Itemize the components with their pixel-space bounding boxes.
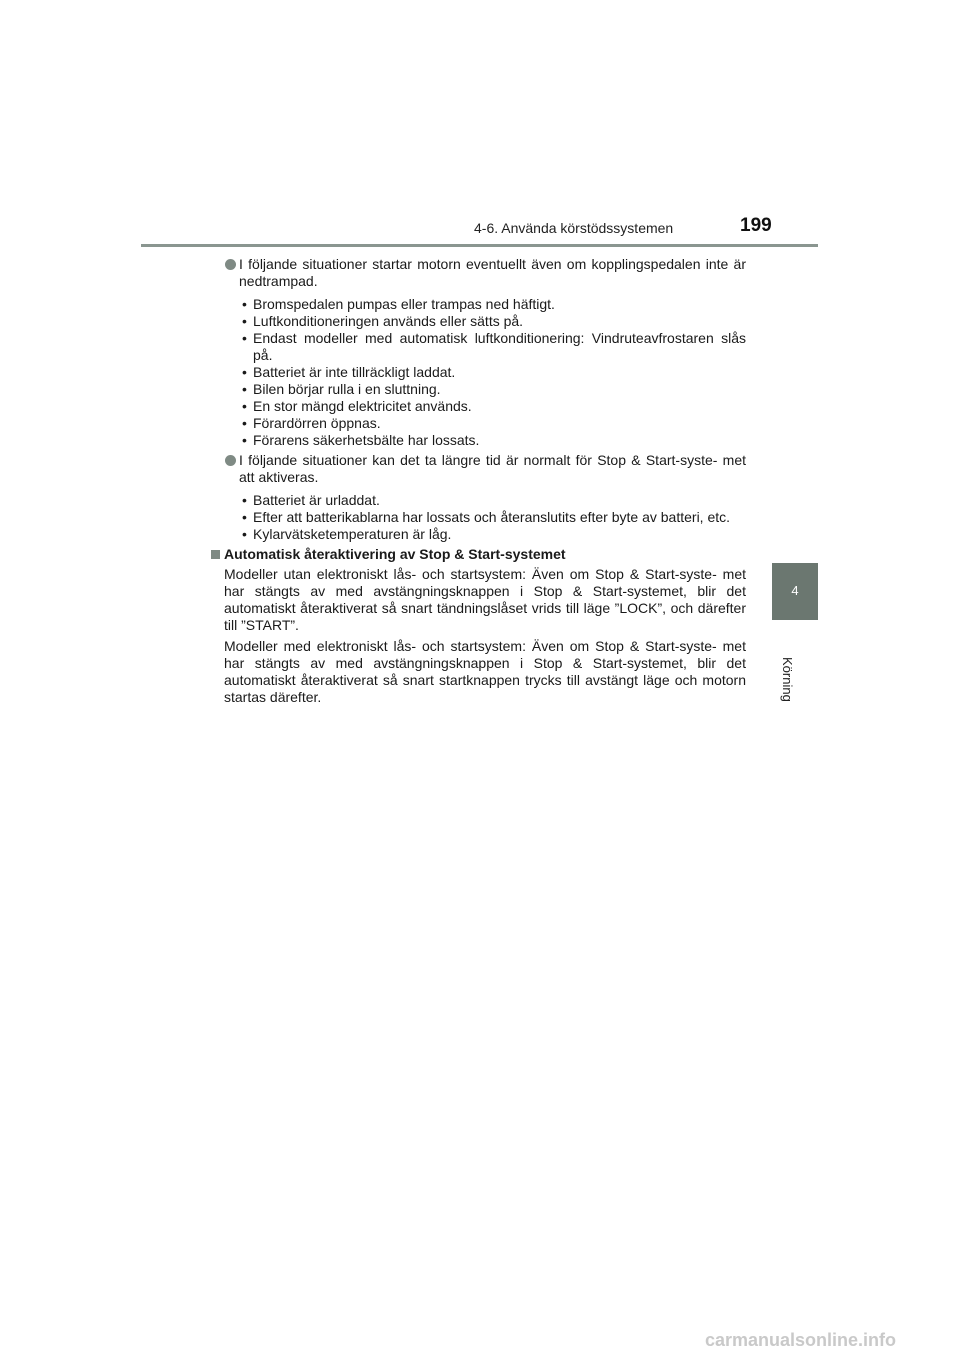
list-marker: •: [242, 509, 247, 525]
bullet-paragraph-2: [222, 452, 746, 486]
list-item: [239, 526, 746, 543]
list-item: [239, 492, 746, 509]
list-item: [239, 313, 746, 330]
watermark: carmanualsonline.info: [705, 1330, 897, 1350]
chapter-label: Körning: [780, 657, 795, 702]
bullet-paragraph-2-text: I följande situationer kan det ta längre tid är normalt för Stop & Start-syste- met att aktiveras.: [239, 452, 746, 485]
condition-list-2: [222, 492, 746, 543]
chapter-tab: [772, 563, 818, 620]
header-rule: [141, 244, 818, 247]
list-item-text: Kylarvätsketemperaturen är låg.: [253, 526, 452, 542]
list-marker: •: [242, 381, 247, 397]
list-item: [239, 415, 746, 432]
section-heading: [222, 546, 746, 563]
list-marker: •: [242, 432, 247, 448]
page-number: 199: [740, 215, 772, 236]
list-item-text: Batteriet är inte tillräckligt laddat.: [253, 364, 456, 380]
chapter-number: 4: [791, 583, 799, 598]
bullet-paragraph-1: [222, 256, 746, 290]
list-item-text: En stor mängd elektricitet används.: [253, 398, 472, 414]
list-marker: •: [242, 330, 247, 346]
list-item-text: Endast modeller med automatisk luftkonditionering: Vindruteavfrostaren slås på.: [253, 330, 746, 363]
list-marker: •: [242, 364, 247, 380]
list-marker: •: [242, 415, 247, 431]
list-item-text: Efter att batterikablarna har lossats och återanslutits efter byte av batteri, etc.: [253, 509, 731, 525]
list-item-text: Bilen börjar rulla i en sluttning.: [253, 381, 441, 397]
condition-list-1: [222, 296, 746, 449]
list-item-text: Förardörren öppnas.: [253, 415, 381, 431]
section-paragraph-2: Modeller med elektroniskt lås- och startsystem: Även om Stop & Start-syste- met har stängts av med avstängningsknappen i Stop & Start-systemet, blir det automatiskt återaktiverat så snart startknappen trycks till avstängt läge och motorn startas därefter.: [224, 638, 746, 705]
circle-bullet-icon: [225, 455, 236, 466]
section-heading-text: Automatisk återaktivering av Stop & Start-systemet: [224, 546, 566, 562]
list-item: [239, 330, 746, 364]
list-item: [239, 296, 746, 313]
running-header: 4-6. Använda körstödssystemen: [474, 220, 674, 236]
list-marker: •: [242, 526, 247, 542]
list-item-text: Bromspedalen pumpas eller trampas ned häftigt.: [253, 296, 555, 312]
list-marker: •: [242, 398, 247, 414]
list-item-text: Förarens säkerhetsbälte har lossats.: [253, 432, 480, 448]
list-item-text: Batteriet är urladdat.: [253, 492, 380, 508]
square-bullet-icon: [211, 550, 220, 559]
list-marker: •: [242, 313, 247, 329]
circle-bullet-icon: [225, 259, 236, 270]
list-item-text: Luftkonditioneringen används eller sätts på.: [253, 313, 524, 329]
list-item: [239, 381, 746, 398]
list-marker: •: [242, 296, 247, 312]
list-item: [239, 509, 746, 526]
bullet-paragraph-1-text: I följande situationer startar motorn eventuellt även om kopplingspedalen inte är nedtrampad.: [239, 256, 746, 289]
page-content: [222, 256, 746, 710]
section-paragraph-1: Modeller utan elektroniskt lås- och startsystem: Även om Stop & Start-syste- met har stängts av med avstängningsknappen i Stop & Start-systemet, blir det automatiskt återaktiverat så snart tändningslåset vrids till läge ”LOCK”, och därefter till ”START”.: [224, 566, 746, 633]
list-item: [239, 364, 746, 381]
list-marker: •: [242, 492, 247, 508]
list-item: [239, 432, 746, 449]
list-item: [239, 398, 746, 415]
